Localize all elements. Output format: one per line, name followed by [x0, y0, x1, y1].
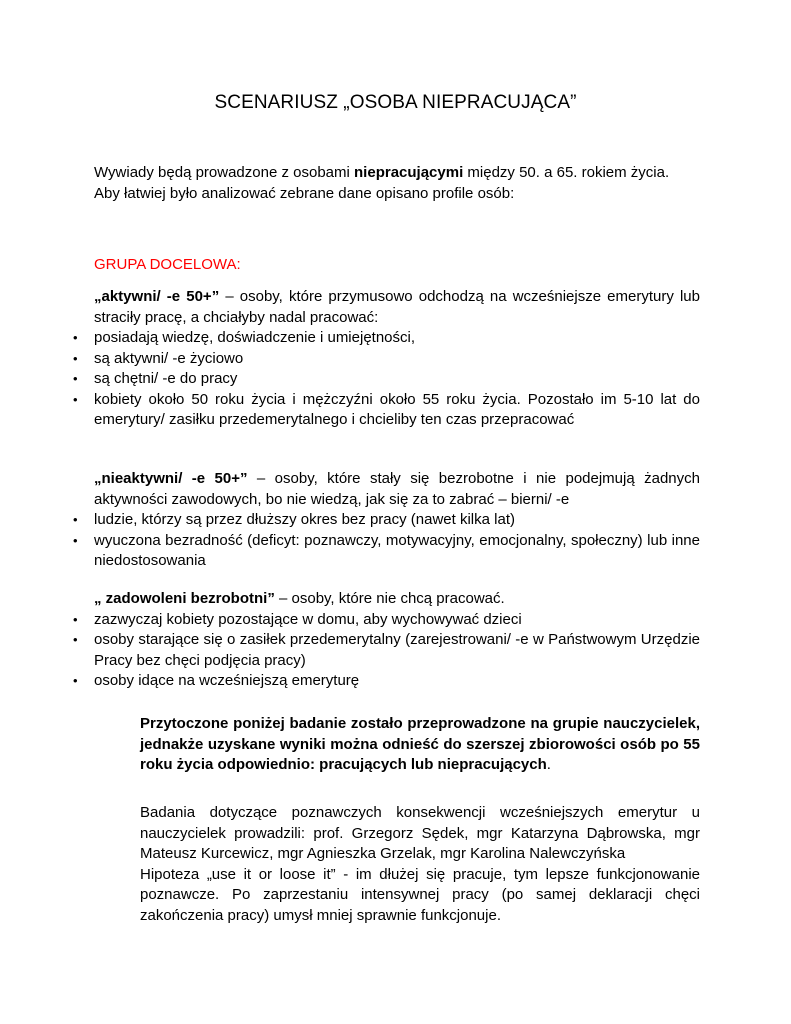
- list-item-text: osoby starające się o zasiłek przedemerytalny (zarejestrowani/ -e w Państwowym Urzędzie Pracy bez chęci podjęcia pracy): [94, 631, 700, 669]
- list-item-text: posiadają wiedzę, doświadczenie i umiejętności,: [94, 329, 416, 346]
- intro-bold-term: niepracującymi: [354, 164, 464, 181]
- bullet-icon: •: [73, 611, 78, 627]
- bullet-icon: •: [73, 330, 78, 345]
- research-authors: Badania dotyczące poznawczych konsekwencji wcześniejszych emerytur u nauczycielek prowadzili: prof. Grzegorz Sędek, mgr Katarzyna Dąbrowska, mgr Mateusz Kurcewicz, mgr Agnieszka Grzelak, mgr Karolina Nalewczyńska: [140, 804, 700, 862]
- bullet-icon: •: [73, 532, 78, 548]
- group-name: „nieaktywni/ -e 50+”: [94, 470, 248, 487]
- bullet-icon: •: [73, 632, 78, 647]
- list-item-text: zazwyczaj kobiety pozostające w domu, aby wychowywać dzieci: [94, 610, 522, 628]
- group-section-inactive: [73, 469, 700, 572]
- intro-text: między 50. a 65. rokiem życia.: [463, 164, 670, 181]
- list-item: [73, 328, 700, 349]
- group-bullet-list: [73, 610, 700, 692]
- list-item-text: są aktywni/ -e życiowo: [94, 349, 244, 367]
- bullet-icon: •: [73, 673, 78, 688]
- list-item-text: są chętni/ -e do pracy: [94, 370, 238, 387]
- group-section-content-unemployed: [73, 589, 700, 692]
- research-note-end: .: [546, 756, 551, 773]
- list-item: [73, 369, 700, 390]
- list-item: [73, 349, 700, 370]
- intro-text: Aby łatwiej było analizować zebrane dane opisano profile osób:: [94, 184, 515, 202]
- research-hypothesis: Hipoteza „use it or loose it” - im dłużej się pracuje, tym lepsze funkcjonowanie poznawcze. Po zaprzestaniu intensywnej pracy (po samej deklaracji chęci zakończenia pracy) umysł mniej sprawnie funkcjonuje.: [140, 865, 700, 924]
- research-note-text: Przytoczone poniżej badanie zostało przeprowadzone na grupie nauczycielek, jednakże uzyskane wyniki można odnieść do szerszej zbiorowości osób po 55 roku życia odpowiednio: pracujących lub niepracujących: [140, 715, 700, 773]
- list-item: [73, 390, 700, 431]
- list-item: [73, 671, 700, 692]
- list-item-text: osoby idące na wcześniejszą emeryturę: [94, 672, 360, 689]
- list-item: [73, 630, 700, 671]
- group-name: „ zadowoleni bezrobotni”: [94, 590, 275, 607]
- list-item-text: wyuczona bezradność (deficyt: poznawczy, motywacyjny, emocjonalny, społeczny) lub inne niedostosowania: [94, 531, 700, 569]
- group-description: – osoby, które przymusowo odchodzą na wcześniejsze emerytury lub straciły pracę, a chciałyby nadal pracować:: [94, 288, 700, 326]
- group-description: – osoby, które stały się bezrobotne i nie podejmują żadnych aktywności zawodowych, bo nie wiedzą, jak się za to zabrać – bierni/ -e: [94, 470, 700, 508]
- group-bullet-list: [73, 510, 700, 572]
- group-definition: [94, 469, 700, 510]
- group-description: – osoby, które nie chcą pracować.: [274, 590, 505, 607]
- group-name: „aktywni/ -e 50+”: [94, 288, 220, 305]
- list-item: [73, 531, 700, 572]
- bullet-icon: •: [73, 391, 78, 407]
- bullet-icon: •: [73, 350, 78, 366]
- group-section-active: [73, 287, 700, 431]
- target-group-heading: GRUPA DOCELOWA:: [94, 256, 241, 273]
- list-item-text: kobiety około 50 roku życia i mężczyźni około 55 roku życia. Pozostało im 5-10 lat do emerytury/ zasiłku przedemerytalnego i chcieliby ten czas przepracować: [94, 390, 700, 428]
- bullet-icon: •: [73, 371, 78, 386]
- intro-text: Wywiady będą prowadzone z osobami: [94, 164, 355, 181]
- research-note: [140, 714, 700, 776]
- group-definition: [94, 589, 700, 610]
- group-definition: [94, 287, 700, 328]
- list-item: [73, 510, 700, 531]
- page-title: SCENARIUSZ „OSOBA NIEPRACUJĄCA”: [214, 92, 577, 113]
- list-item-text: ludzie, którzy są przez dłuższy okres bez pracy (nawet kilka lat): [94, 511, 515, 528]
- research-paragraph: [140, 803, 700, 926]
- bullet-icon: •: [73, 512, 78, 527]
- group-bullet-list: [73, 328, 700, 431]
- intro-paragraph: [94, 163, 704, 204]
- list-item: [73, 610, 700, 631]
